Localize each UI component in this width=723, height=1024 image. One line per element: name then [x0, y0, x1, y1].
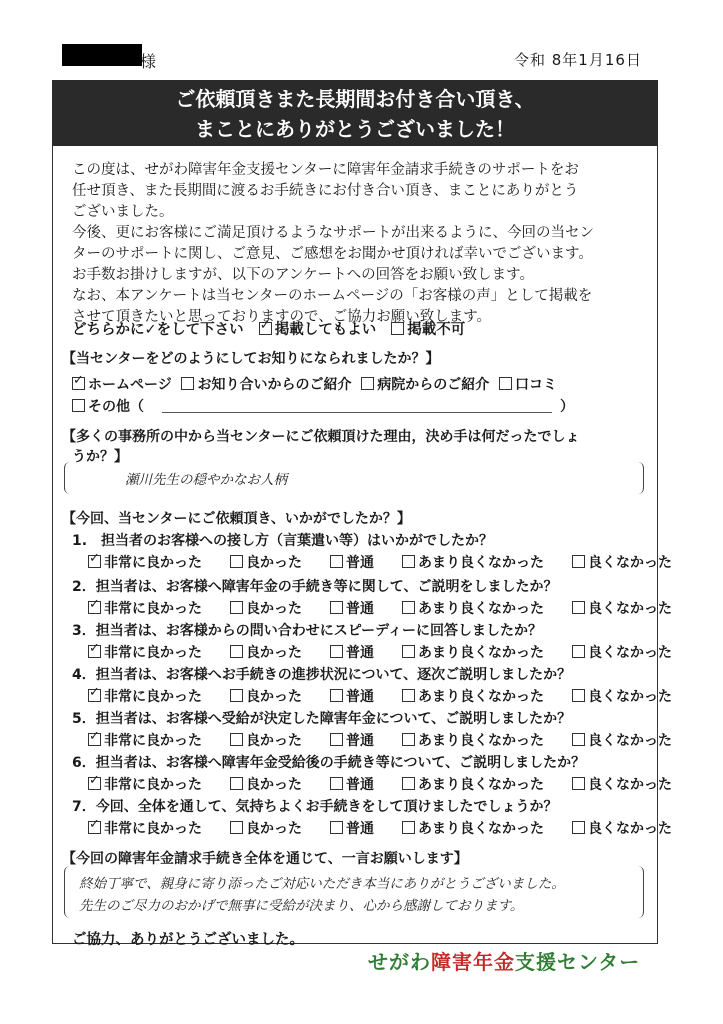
checkbox-empty-icon[interactable]	[572, 821, 585, 834]
checkbox-checked-icon[interactable]	[88, 601, 101, 614]
rating-option[interactable]: 良くなかった	[572, 689, 686, 705]
question-6: 6．担当者は、お客様へ障害年金受給後の手続き等について、ご説明しましたか？	[72, 755, 586, 771]
checkbox-empty-icon[interactable]	[402, 555, 415, 568]
other-underline	[162, 412, 552, 413]
rating-row-1	[88, 552, 700, 572]
question-4: 4．担当者は、お客様へお手続きの進捗状況について、逐次ご説明しましたか？	[72, 667, 572, 683]
rating-option[interactable]: ✓非常に良かった	[88, 555, 216, 571]
rating-option[interactable]: 良かった	[230, 821, 316, 837]
checkbox-empty-icon[interactable]	[402, 645, 415, 658]
rating-option[interactable]: 良かった	[230, 777, 316, 793]
consent-prompt: どちらかに✓をして下さい	[72, 322, 244, 338]
checkbox-checked-icon[interactable]	[72, 377, 85, 390]
rating-option[interactable]: 普通	[330, 645, 388, 661]
rating-option[interactable]: ✓非常に良かった	[88, 645, 216, 661]
rating-option[interactable]: 良くなかった	[572, 645, 686, 661]
referral-options	[72, 374, 557, 394]
rating-option[interactable]: 普通	[330, 689, 388, 705]
checkbox-empty-icon[interactable]	[499, 377, 512, 390]
intro-line: させて頂きたいと思っておりますので、ご協力お願い致します。	[72, 309, 492, 325]
checkbox-checked-icon[interactable]	[88, 645, 101, 658]
question-5: 5．担当者は、お客様へ受給が決定した障害年金について、ご説明しましたか？	[72, 711, 572, 727]
center-logo: せがわ障害年金支援センター	[368, 950, 641, 974]
checkbox-empty-icon[interactable]	[72, 399, 85, 412]
rating-option[interactable]: 普通	[330, 555, 388, 571]
checkbox-checked-icon[interactable]	[259, 322, 272, 335]
checkbox-empty-icon[interactable]	[230, 645, 243, 658]
checkbox-empty-icon[interactable]	[230, 601, 243, 614]
rating-option[interactable]: ✓非常に良かった	[88, 601, 216, 617]
consent-no-option[interactable]: 掲載不可	[391, 322, 465, 338]
banner-line-1: ご依頼頂きまた長期間お付き合い頂き、	[175, 87, 535, 111]
rating-option[interactable]: 良かった	[230, 555, 316, 571]
checkbox-empty-icon[interactable]	[572, 645, 585, 658]
rating-option[interactable]: あまり良くなかった	[402, 555, 558, 571]
checkbox-checked-icon[interactable]	[88, 555, 101, 568]
section-heading-satisfaction: 【今回、当センターにご依頼頂き、いかがでしたか？】	[62, 511, 411, 527]
consent-yes-option[interactable]: ✓ 掲載してもよい	[259, 322, 377, 338]
intro-line: ターのサポートに関し、ご意見、ご感想をお聞かせ頂ければ幸いでございます。	[72, 246, 593, 262]
rating-option[interactable]: あまり良くなかった	[402, 733, 558, 749]
checkbox-empty-icon[interactable]	[230, 733, 243, 746]
checkbox-empty-icon[interactable]	[402, 601, 415, 614]
referral-option-hospital[interactable]: 病院からのご紹介	[361, 377, 489, 393]
referral-option-word-of-mouth[interactable]: 口コミ	[499, 377, 557, 393]
checkbox-empty-icon[interactable]	[230, 777, 243, 790]
checkbox-empty-icon[interactable]	[230, 689, 243, 702]
reason-answer-text: 瀬川先生の穏やかなお人柄	[125, 472, 287, 488]
checkbox-empty-icon[interactable]	[330, 645, 343, 658]
checkbox-empty-icon[interactable]	[572, 601, 585, 614]
rating-option[interactable]: 良くなかった	[572, 555, 686, 571]
section-heading-referral: 【当センターをどのようにしてお知りになられましたか？】	[62, 351, 440, 367]
checkbox-empty-icon[interactable]	[402, 821, 415, 834]
checkbox-empty-icon[interactable]	[572, 555, 585, 568]
rating-option[interactable]: あまり良くなかった	[402, 777, 558, 793]
comment-answer-line-1: 終始丁寧で、親身に寄り添ったご対応いただき本当にありがとうございました。	[79, 876, 565, 892]
checkbox-empty-icon[interactable]	[361, 377, 374, 390]
rating-option[interactable]: 良くなかった	[572, 601, 686, 617]
rating-row-4	[88, 686, 700, 706]
intro-line: 今後、更にお客様にご満足頂けるようなサポートが出来るように、今回の当セン	[72, 225, 594, 241]
checkbox-empty-icon[interactable]	[402, 733, 415, 746]
checkbox-empty-icon[interactable]	[230, 821, 243, 834]
checkbox-empty-icon[interactable]	[402, 777, 415, 790]
rating-option[interactable]: 普通	[330, 733, 388, 749]
rating-option[interactable]: あまり良くなかった	[402, 821, 558, 837]
checkbox-empty-icon[interactable]	[572, 777, 585, 790]
checkbox-checked-icon[interactable]	[88, 733, 101, 746]
rating-row-7	[88, 818, 700, 838]
rating-option[interactable]: 普通	[330, 601, 388, 617]
checkbox-checked-icon[interactable]	[88, 689, 101, 702]
checkbox-empty-icon[interactable]	[330, 777, 343, 790]
rating-option[interactable]: ✓非常に良かった	[88, 689, 216, 705]
rating-option[interactable]: あまり良くなかった	[402, 601, 558, 617]
rating-option[interactable]: 普通	[330, 777, 388, 793]
checkbox-empty-icon[interactable]	[181, 377, 194, 390]
referral-option-other[interactable]: その他（ ）	[72, 396, 582, 416]
rating-option[interactable]: 良かった	[230, 733, 316, 749]
recipient-suffix: 様	[140, 52, 157, 71]
closing-thanks: ご協力、ありがとうございました。	[72, 932, 304, 948]
intro-line: この度は、せがわ障害年金支援センターに障害年金請求手続きのサポートをお	[72, 162, 579, 178]
intro-line: ございました。	[72, 204, 174, 220]
question-3: 3．担当者は、お客様からの問い合わせにスピーディーに回答しましたか？	[72, 623, 543, 639]
comment-answer-line-2: 先生のご尽力のおかげで無事に受給が決まり、心から感謝しております。	[79, 898, 524, 914]
section-heading-reason-line-1: 【多くの事務所の中から当センターにご依頼頂けた理由，決め手は何だったでしょ	[62, 429, 580, 445]
redacted-recipient-name	[62, 44, 142, 66]
checkbox-empty-icon[interactable]	[330, 733, 343, 746]
intro-line: なお、本アンケートは当センターのホームページの「お客様の声」として掲載を	[72, 288, 593, 304]
rating-option[interactable]: ✓非常に良かった	[88, 821, 216, 837]
checkbox-empty-icon[interactable]	[330, 821, 343, 834]
checkbox-empty-icon[interactable]	[572, 689, 585, 702]
comment-answer-box[interactable]	[64, 866, 644, 918]
rating-option[interactable]: ✓非常に良かった	[88, 777, 216, 793]
rating-option[interactable]: あまり良くなかった	[402, 645, 558, 661]
rating-option[interactable]: あまり良くなかった	[402, 689, 558, 705]
rating-option[interactable]: 良くなかった	[572, 777, 686, 793]
checkbox-empty-icon[interactable]	[330, 601, 343, 614]
referral-option-homepage[interactable]: ✓ホームページ	[72, 377, 172, 393]
rating-row-3	[88, 642, 700, 662]
checkbox-empty-icon[interactable]	[572, 733, 585, 746]
referral-option-acquaintance[interactable]: お知り合いからのご紹介	[181, 377, 351, 393]
rating-row-2	[88, 598, 700, 618]
intro-line: 任せ頂き、また長期間に渡るお手続きにお付き合い頂き、まことにありがとう	[72, 183, 579, 199]
question-1: 1. 担当者のお客様への接し方（言葉遣い等）はいかがでしたか？	[72, 533, 494, 549]
checkbox-empty-icon[interactable]	[330, 689, 343, 702]
checkbox-checked-icon[interactable]	[88, 777, 101, 790]
checkbox-empty-icon[interactable]	[391, 322, 404, 335]
question-7: 7．今回、全体を通して、気持ちよくお手続きをして頂けましたでしょうか？	[72, 799, 558, 815]
rating-option[interactable]: 普通	[330, 821, 388, 837]
intro-paragraph	[72, 160, 647, 328]
intro-line: お手数お掛けしますが、以下のアンケートへの回答をお願い致します。	[72, 267, 534, 283]
rating-row-5	[88, 730, 700, 750]
title-banner	[52, 80, 658, 146]
rating-row-6	[88, 774, 700, 794]
banner-line-2: まことにありがとうございました！	[195, 117, 515, 141]
rating-option[interactable]: 良くなかった	[572, 821, 686, 837]
reason-answer-box[interactable]	[64, 462, 644, 494]
section-heading-reason-line-2: うか？】	[72, 449, 128, 465]
question-2: 2．担当者は、お客様へ障害年金の手続き等に関して、ご説明をしましたか？	[72, 579, 558, 595]
section-heading-comment: 【今回の障害年金請求手続き全体を通じて、一言お願いします】	[62, 851, 468, 867]
rating-option[interactable]: 良かった	[230, 689, 316, 705]
survey-date: 令和 8年1月16日	[514, 51, 642, 69]
rating-option[interactable]: 良かった	[230, 601, 316, 617]
checkbox-checked-icon[interactable]	[88, 821, 101, 834]
checkbox-empty-icon[interactable]	[402, 689, 415, 702]
rating-option[interactable]: 良かった	[230, 645, 316, 661]
checkbox-empty-icon[interactable]	[330, 555, 343, 568]
checkbox-empty-icon[interactable]	[230, 555, 243, 568]
rating-option[interactable]: ✓非常に良かった	[88, 733, 216, 749]
publication-consent	[72, 318, 475, 339]
rating-option[interactable]: 良くなかった	[572, 733, 686, 749]
